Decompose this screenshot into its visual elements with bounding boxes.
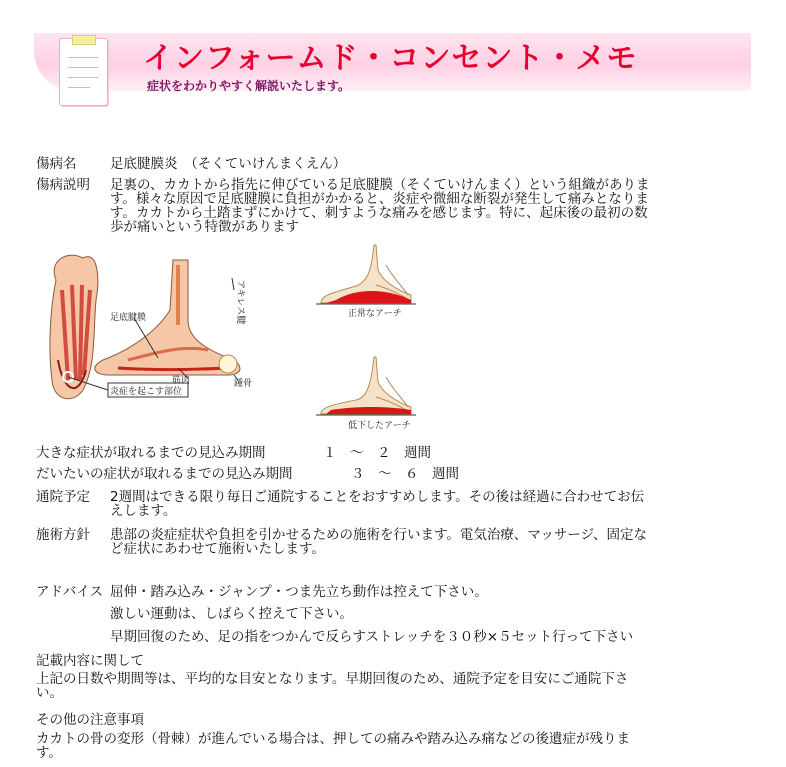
major-recovery-value: １ ～ ２ 週間 [323,445,431,461]
treatment-line: 患部の炎症症状や負担を引かせるための施術を行います。電気治療、マッサージ、固定な [110,527,648,543]
visit-plan-line: 2週間はできる限り毎日ご通院することをおすすめします。その後は経過に合わせてお伝 [110,489,645,505]
notes-line: い。 [36,685,63,701]
description-line: 歩が痛いという特徴があります [110,219,299,235]
label-normal-arch: 正常なアーチ [348,309,402,319]
memo-icon [59,38,108,106]
label-muscle: 筋肉 [172,376,191,386]
visit-plan-label: 通院予定 [36,489,90,505]
foot-anatomy-illustration [38,240,270,410]
notes-text [36,672,736,700]
normal-arch-illustration [316,240,416,320]
other-line: カカトの骨の変形（骨棘）が進んでいる場合は、押しての痛みや踏み込み痛などの後遺症が残りま [36,731,630,747]
page-subtitle: 症状をわかりやすく解説いたします。 [147,79,351,93]
label-achilles: アキレス腱 [235,280,245,325]
treatment-label: 施術方針 [36,527,90,543]
description-text [110,178,720,234]
advice-item: 激しい運動は、しばらく控えて下さい。 [110,606,353,622]
treatment-text [110,528,720,556]
label-inflammation: 炎症を起こす部位 [110,387,183,397]
description-label: 傷病説明 [36,177,90,193]
advice-item: 屈伸・踏み込み・ジャンプ・つま先立ち動作は控えて下さい。 [110,584,488,600]
description-line: す。様々な原因で足底腱膜に負担がかかると、炎症や微細な断裂が発生して痛みとなりま [110,191,649,207]
major-recovery-label: 大きな症状が取れるまでの見込み期間 [36,445,266,461]
description-line: 足裏の、カカトから指先に伸びている足底腱膜（そくていけんまく）という組織がありま [110,177,650,193]
description-line: す。カカトから土踏まずにかけて、刺すような痛みを感じます。特に、起床後の最初の数 [110,205,648,221]
advice-item: 早期回復のため、足の指をつかんで反らすストレッチを３０秒×５セット行って下さい [110,629,634,645]
notes-line: 上記の日数や期間等は、平均的な目安となります。早期回復のため、通院予定を目安にご通院下さ [36,671,629,687]
general-recovery-label: だいたいの症状が取れるまでの見込み期間 [36,466,293,482]
notes-heading: 記載内容に関して [36,653,144,669]
label-fascia: 足底腱膜 [110,313,147,323]
disease-label: 傷病名 [36,156,77,172]
advice-label: アドバイス [36,584,104,600]
page-title: インフォームド・コンセント・メモ [143,41,638,76]
other-heading: その他の注意事項 [36,712,144,728]
visit-plan-line: えします。 [110,503,177,519]
visit-plan-text [110,490,720,518]
other-line: す。 [36,745,62,761]
disease-value: 足底腱膜炎 （そくていけんまくえん） [110,156,347,172]
treatment-line: ど症状にあわせて施術いたします。 [110,541,325,557]
label-heel: 踵骨 [234,379,253,389]
label-low-arch: 低下したアーチ [348,421,411,431]
other-text [36,732,736,760]
general-recovery-value: ３ ～ ６ 週間 [351,466,459,482]
low-arch-illustration [316,352,416,432]
